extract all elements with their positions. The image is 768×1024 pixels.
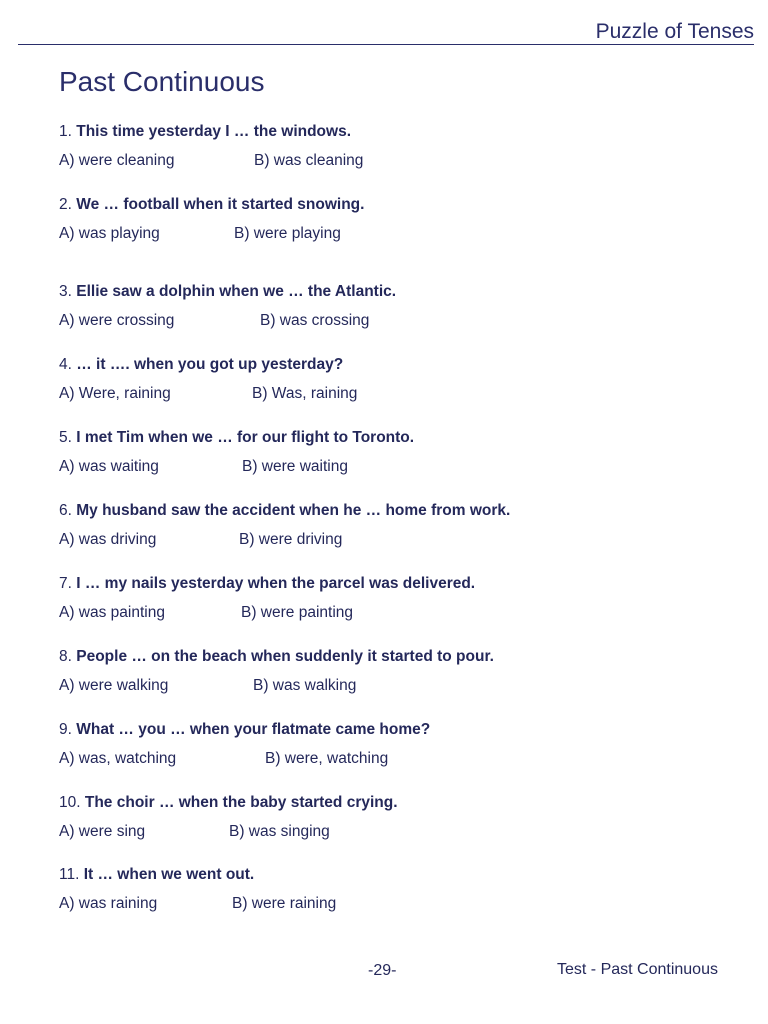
question-number: 5. — [59, 429, 72, 446]
question-text: My husband saw the accident when he … home from work. — [76, 502, 511, 519]
answer-options — [59, 385, 749, 403]
option-a: A) was, watching — [59, 750, 177, 767]
option-b: B) were driving — [239, 531, 343, 548]
option-b: B) was cleaning — [254, 152, 364, 169]
question-item — [59, 502, 749, 549]
option-b: B) were raining — [232, 895, 337, 912]
option-a: A) Were, raining — [59, 385, 171, 402]
question-item — [59, 794, 749, 841]
page-title: Past Continuous — [59, 66, 265, 97]
question-number: 1. — [59, 123, 72, 140]
question-line — [59, 721, 749, 739]
question-number: 4. — [59, 356, 72, 373]
question-line — [59, 196, 749, 214]
answer-options — [59, 152, 749, 170]
question-number: 9. — [59, 721, 72, 738]
question-line — [59, 575, 749, 593]
question-text: We … football when it started snowing. — [76, 196, 365, 213]
question-line — [59, 356, 749, 374]
option-a: A) were crossing — [59, 312, 175, 329]
question-line — [59, 648, 749, 666]
question-line — [59, 123, 749, 141]
page-number: -29- — [368, 962, 397, 979]
question-item — [59, 648, 749, 695]
question-number: 6. — [59, 502, 72, 519]
option-b: B) were playing — [234, 225, 341, 242]
question-line — [59, 429, 749, 447]
option-b: B) were painting — [241, 604, 354, 621]
question-item — [59, 429, 749, 476]
question-text: It … when we went out. — [83, 866, 255, 883]
question-number: 8. — [59, 648, 72, 665]
question-item — [59, 721, 749, 768]
question-number: 11. — [59, 866, 80, 883]
question-number: 7. — [59, 575, 72, 592]
question-line — [59, 866, 749, 884]
question-item — [59, 123, 749, 170]
question-number: 3. — [59, 283, 72, 300]
question-item — [59, 196, 749, 243]
header-rule — [18, 44, 754, 45]
question-text: This time yesterday I … the windows. — [76, 123, 352, 140]
option-b: B) was singing — [229, 823, 330, 840]
question-line — [59, 283, 749, 301]
answer-options — [59, 895, 749, 913]
question-text: I met Tim when we … for our flight to Toronto. — [76, 429, 415, 446]
option-b: B) were waiting — [242, 458, 348, 475]
question-number: 10. — [59, 794, 81, 811]
question-line — [59, 794, 749, 812]
option-a: A) were sing — [59, 823, 146, 840]
answer-options — [59, 312, 749, 330]
question-number: 2. — [59, 196, 72, 213]
option-b: B) Was, raining — [252, 385, 358, 402]
option-a: A) was driving — [59, 531, 157, 548]
option-a: A) were cleaning — [59, 152, 175, 169]
footer-label: Test - Past Continuous — [557, 961, 718, 978]
question-text: What … you … when your flatmate came home? — [76, 721, 431, 738]
option-a: A) was waiting — [59, 458, 159, 475]
question-text: The choir … when the baby started crying. — [84, 794, 398, 811]
question-item — [59, 575, 749, 622]
header-title: Puzzle of Tenses — [595, 20, 754, 43]
option-a: A) were walking — [59, 677, 169, 694]
question-item — [59, 866, 749, 913]
question-line — [59, 502, 749, 520]
question-text: … it …. when you got up yesterday? — [76, 356, 344, 373]
question-text: I … my nails yesterday when the parcel was delivered. — [76, 575, 476, 592]
option-a: A) was painting — [59, 604, 165, 621]
answer-options — [59, 823, 749, 841]
answer-options — [59, 531, 749, 549]
option-a: A) was raining — [59, 895, 158, 912]
question-text: Ellie saw a dolphin when we … the Atlantic. — [76, 283, 397, 300]
option-b: B) were, watching — [265, 750, 389, 767]
question-text: People … on the beach when suddenly it started to pour. — [76, 648, 494, 665]
question-item — [59, 283, 749, 330]
option-a: A) was playing — [59, 225, 160, 242]
question-item — [59, 356, 749, 403]
option-b: B) was crossing — [260, 312, 370, 329]
answer-options — [59, 458, 749, 476]
option-b: B) was walking — [253, 677, 357, 694]
answer-options — [59, 677, 749, 695]
answer-options — [59, 604, 749, 622]
answer-options — [59, 225, 749, 243]
answer-options — [59, 750, 749, 768]
